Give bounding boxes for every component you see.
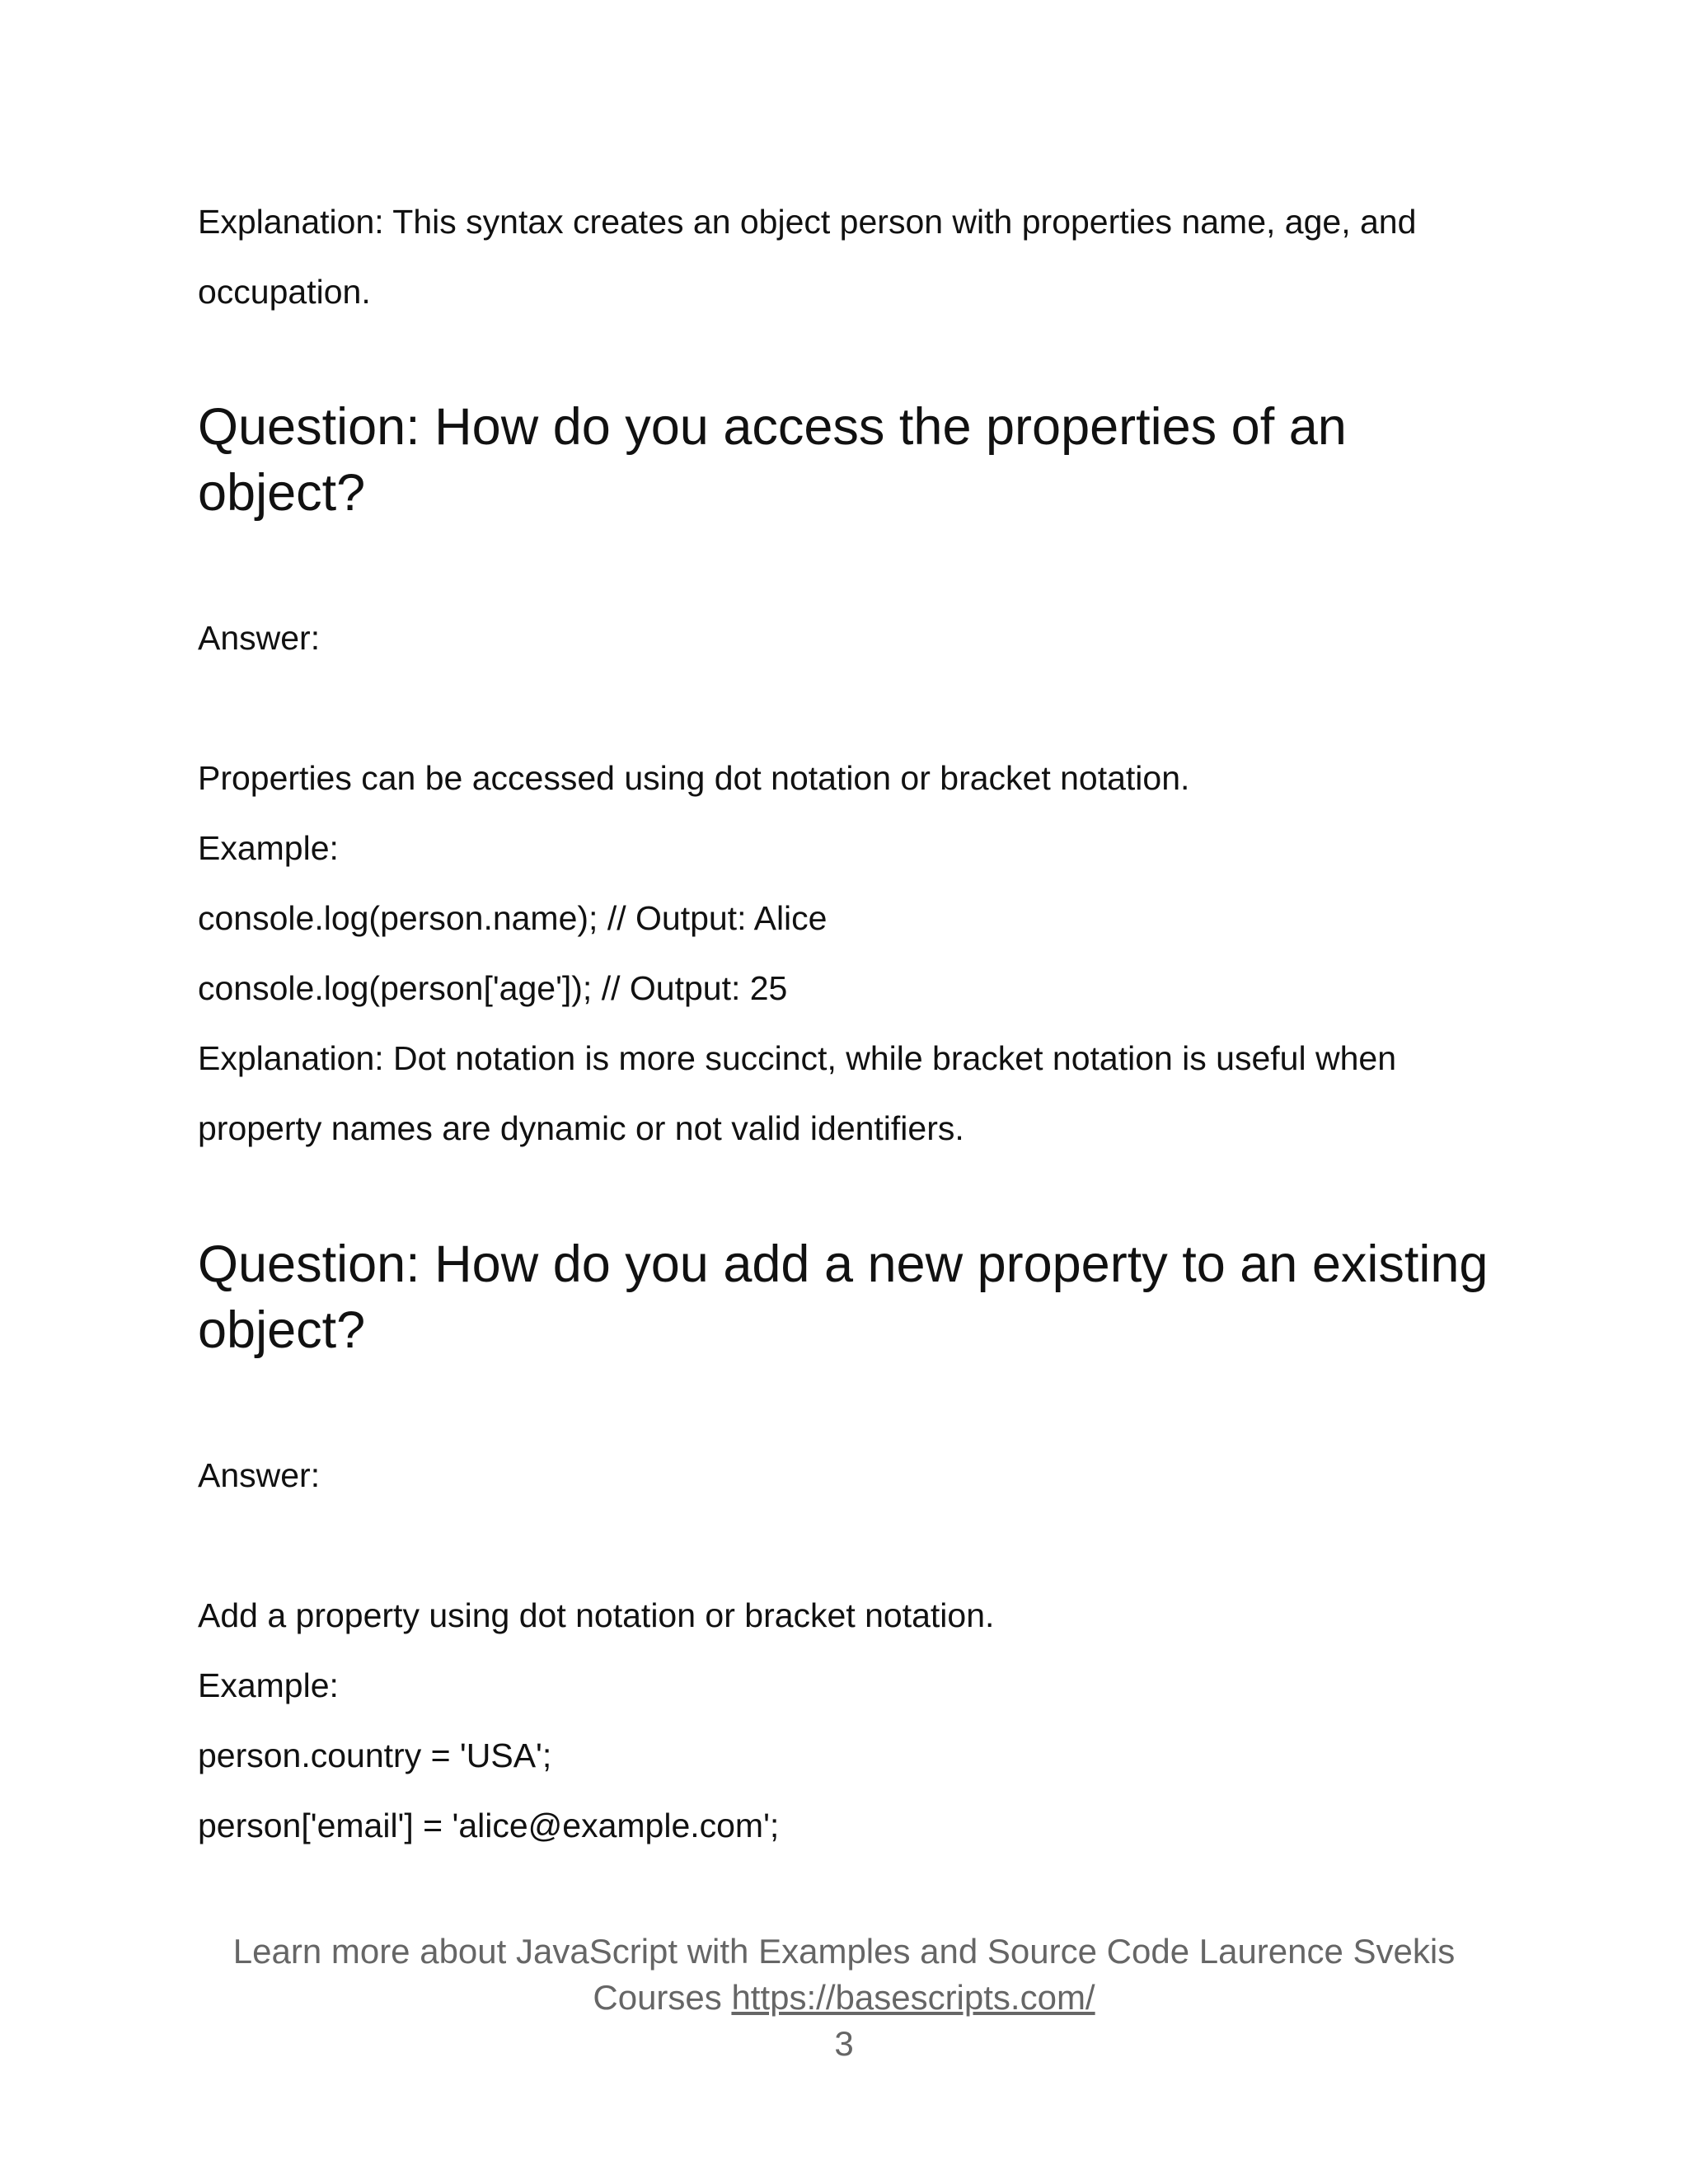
footer-link[interactable]: https://basescripts.com/ (731, 1978, 1095, 2017)
example-label-1: Example: (198, 829, 339, 867)
answer-description-1: Properties can be accessed using dot notation or bracket notation. (198, 759, 1190, 797)
code-line-2-1: person.country = 'USA'; (198, 1736, 552, 1774)
footer-line-2 (0, 1975, 1688, 2021)
code-line-1-1: console.log(person.name); // Output: Alice (198, 899, 828, 937)
intro-explanation-line-1: Explanation: This syntax creates an object person with properties name, age, and (198, 203, 1417, 241)
footer-courses-text: Courses (593, 1978, 732, 2017)
explanation-1-line-1: Explanation: Dot notation is more succinct, while bracket notation is useful when (198, 1039, 1396, 1077)
answer-label-1: Answer: (198, 619, 321, 657)
example-label-2: Example: (198, 1666, 339, 1704)
question-heading-1-line-2: object? (198, 464, 366, 522)
page-number: 3 (834, 2024, 854, 2063)
footer-line-1: Learn more about JavaScript with Examples and Source Code Laurence Svekis (232, 1932, 1456, 1971)
answer-description-2: Add a property using dot notation or bracket notation. (198, 1596, 995, 1634)
answer-label-2: Answer: (198, 1456, 321, 1494)
question-heading-1-line-1: Question: How do you access the properties of an (198, 398, 1347, 456)
code-line-2-2: person['email'] = 'alice@example.com'; (198, 1807, 780, 1844)
question-heading-2-line-1: Question: How do you add a new property to an existing (198, 1235, 1489, 1293)
intro-explanation-line-2: occupation. (198, 273, 371, 311)
question-heading-2-line-2: object? (198, 1301, 366, 1359)
explanation-1-line-2: property names are dynamic or not valid identifiers. (198, 1109, 964, 1147)
code-line-1-2: console.log(person['age']); // Output: 25 (198, 969, 788, 1007)
